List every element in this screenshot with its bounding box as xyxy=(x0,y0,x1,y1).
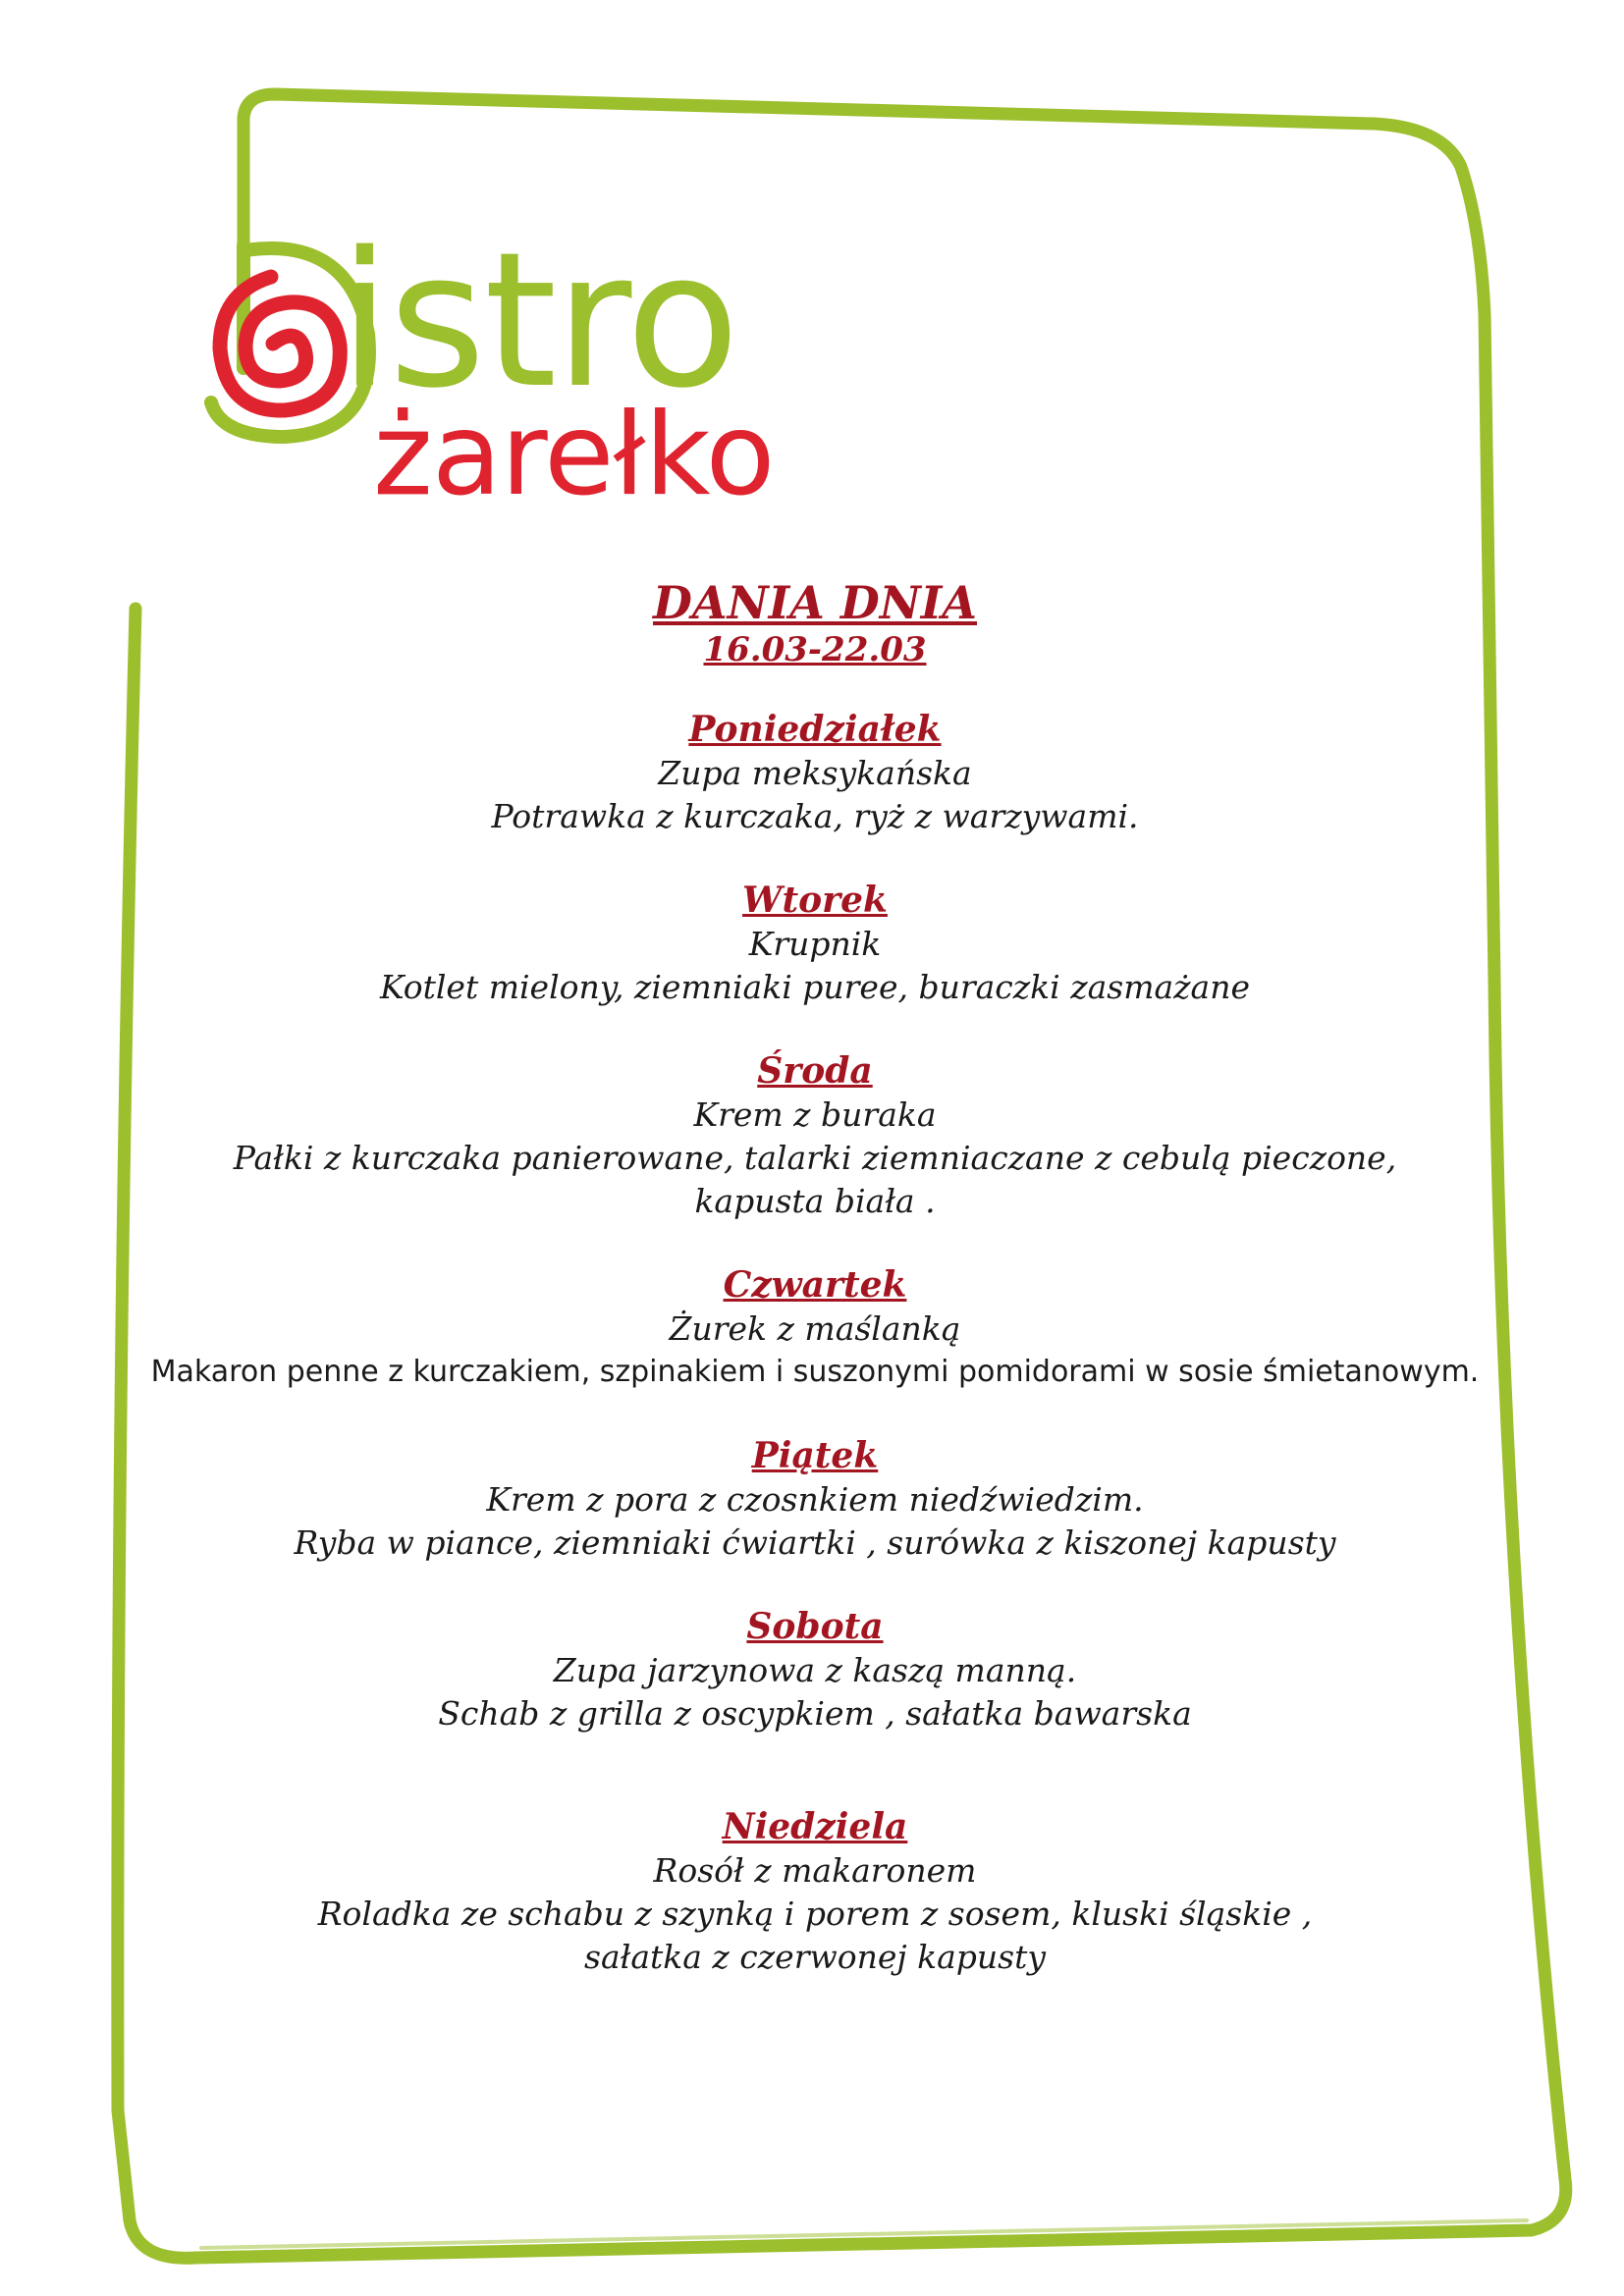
logo-word-istro: istro xyxy=(339,212,738,429)
dish: Roladka ze schabu z szynką i porem z sosem, kluski śląskie , xyxy=(317,1895,1313,1933)
day-name: Wtorek xyxy=(742,880,888,921)
dish: Pałki z kurczaka panierowane, talarki ziemniaczane z cebulą pieczone, xyxy=(233,1139,1397,1177)
menu-date-range: 16.03-22.03 xyxy=(703,630,927,669)
logo-word-zarelko: żarełko xyxy=(373,389,775,521)
day-monday xyxy=(59,707,1571,838)
menu-title: DANIA DNIA xyxy=(653,576,977,629)
day-friday xyxy=(59,1433,1571,1565)
dish: Rosół z makaronem xyxy=(653,1851,977,1890)
dish: Potrawka z kurczaka, ryż z warzywami. xyxy=(491,797,1139,835)
dish: Żurek z maślanką xyxy=(669,1309,961,1348)
day-name: Poniedziałek xyxy=(688,709,942,750)
dish: Schab z grilla z oscypkiem , sałatka bawarska xyxy=(438,1694,1192,1733)
dish: Krem z buraka xyxy=(693,1095,937,1134)
day-name: Środa xyxy=(757,1050,873,1092)
dish: kapusta biała . xyxy=(694,1182,936,1220)
daily-menu xyxy=(59,575,1571,2018)
day-name: Czwartek xyxy=(723,1264,907,1306)
dish: Krupnik xyxy=(748,925,882,963)
day-thursday xyxy=(59,1262,1571,1394)
dish: Zupa meksykańska xyxy=(658,754,972,792)
dish: Ryba w piance, ziemniaki ćwiartki , surówka z kiszonej kapusty xyxy=(294,1523,1336,1562)
dish: Kotlet mielony, ziemniaki puree, buraczki zasmażane xyxy=(379,968,1251,1006)
dish: Krem z pora z czosnkiem niedźwiedzim. xyxy=(486,1480,1144,1519)
dish: sałatka z czerwonej kapusty xyxy=(584,1938,1046,1976)
day-name: Piątek xyxy=(751,1435,879,1476)
day-name: Sobota xyxy=(746,1606,884,1647)
day-name: Niedziela xyxy=(722,1806,908,1847)
day-wednesday xyxy=(59,1048,1571,1223)
day-sunday xyxy=(59,1804,1571,1979)
day-saturday xyxy=(59,1604,1571,1735)
dish: Zupa jarzynowa z kaszą manną. xyxy=(553,1651,1077,1689)
day-tuesday xyxy=(59,878,1571,1009)
dish: Makaron penne z kurczakiem, szpinakiem i suszonymi pomidorami w sosie śmietanowym. xyxy=(150,1355,1480,1389)
